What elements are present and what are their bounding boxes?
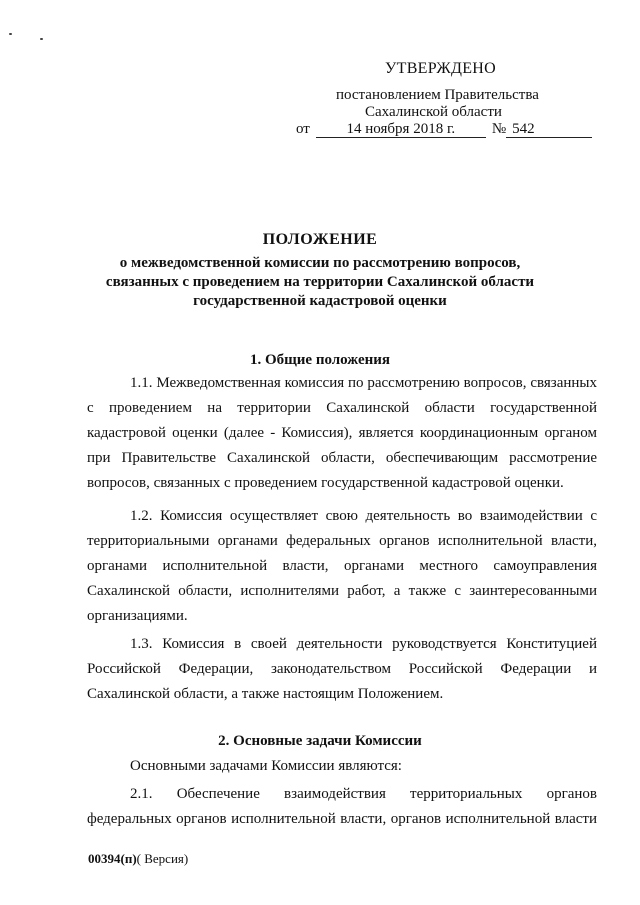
decree-date-number-line [296, 121, 592, 138]
section-1-heading: 1. Общие положения [249, 352, 391, 368]
subtitle-line-2: связанных с проведением на территории Сахалинской области [105, 274, 535, 290]
paragraph-2-1 [87, 782, 597, 832]
number-label: № [491, 121, 507, 137]
document-title: ПОЛОЖЕНИЕ [262, 231, 378, 248]
document-footer [88, 851, 188, 867]
document-subtitle [0, 254, 640, 311]
paragraph-line: Российской Федерации, законодательством Российской Федерации и [87, 661, 597, 677]
section-2-intro [87, 754, 597, 779]
section-2-heading: 2. Основные задачи Комиссии [218, 733, 422, 749]
paragraph-line: организациями. [87, 608, 188, 624]
paragraph-line: с проведением на территории Сахалинской области государственной [87, 400, 597, 416]
paragraph-line: 1.1. Межведомственная комиссия по рассмотрению вопросов, связанных [130, 375, 597, 391]
scan-mark [9, 33, 12, 35]
decree-date: 14 ноября 2018 г. [316, 122, 486, 138]
from-label: от [296, 121, 310, 137]
paragraph-1-2 [87, 504, 597, 629]
paragraph-line: Сахалинской области, а также настоящим Положением. [87, 686, 444, 702]
paragraph-line: при Правительстве Сахалинской области, обеспечивающим рассмотрение [87, 450, 597, 466]
subtitle-line-3: государственной кадастровой оценки [193, 293, 447, 309]
paragraph-line: территориальными органами федеральных органов исполнительной власти, [87, 533, 597, 549]
decree-line-2: Сахалинской области [365, 104, 502, 120]
paragraph-line: вопросов, связанных с проведением государственной кадастровой оценки. [87, 475, 564, 491]
paragraph-line: 1.3. Комиссия в своей деятельности руководствуется Конституцией [130, 636, 597, 652]
paragraph-line: 2.1. Обеспечение взаимодействия территориальных органов [130, 786, 597, 802]
subtitle-line-1: о межведомственной комиссии по рассмотрению вопросов, [119, 255, 521, 271]
document-version: ( Версия) [136, 851, 189, 866]
paragraph-line: Сахалинской области, исполнителями работ, а также с заинтересованными [87, 583, 597, 599]
decree-number: 542 [506, 122, 592, 138]
paragraph-line: федеральных органов исполнительной власти, органов исполнительной власти [87, 811, 597, 827]
approved-stamp-label: УТВЕРЖДЕНО [385, 60, 497, 77]
paragraph-1-3 [87, 632, 597, 707]
paragraph-line: Основными задачами Комиссии являются: [130, 758, 402, 774]
scan-mark [40, 38, 43, 40]
decree-line-1: постановлением Правительства [336, 87, 539, 103]
paragraph-line: органами исполнительной власти, органами местного самоуправления [87, 558, 597, 574]
document-code: 00394(п) [88, 851, 137, 866]
paragraph-line: 1.2. Комиссия осуществляет свою деятельность во взаимодействии с [130, 508, 597, 524]
paragraph-1-1 [87, 371, 597, 496]
paragraph-line: кадастровой оценки (далее - Комиссия), является координационным органом [87, 425, 597, 441]
